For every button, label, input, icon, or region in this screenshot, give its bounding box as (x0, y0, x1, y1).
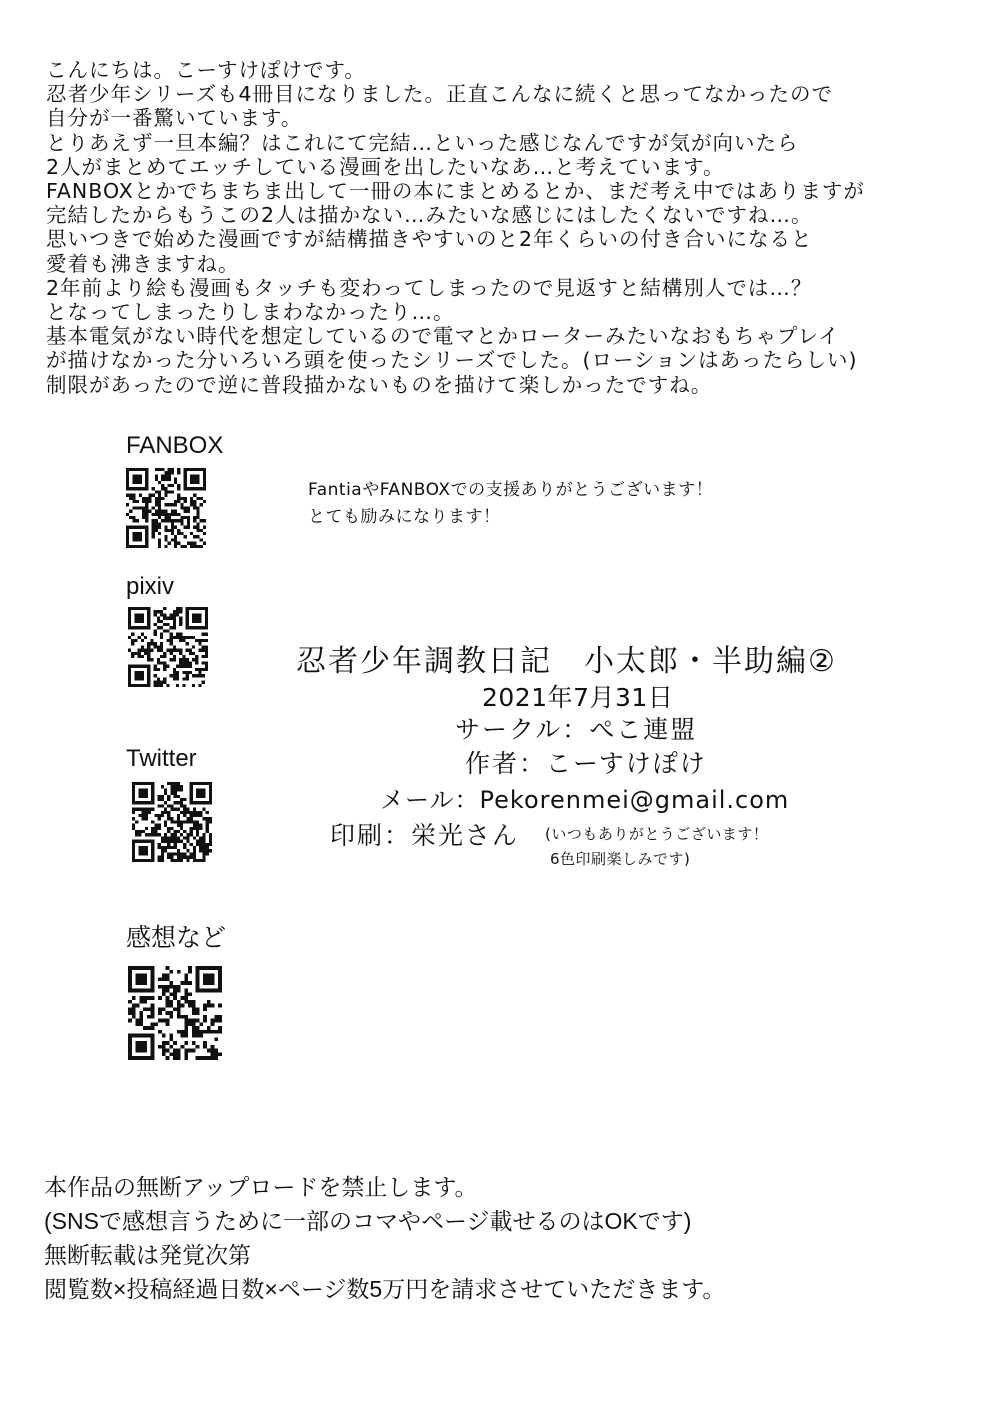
author-name: 作者：こーすけぽけ (465, 749, 707, 778)
intro-line: とりあえず一旦本編？はこれにて完結…といった感じなんですが気が向いたら (46, 130, 799, 155)
intro-line: が描けなかった分いろいろ頭を使ったシリーズでした。(ローションはあったらしい) (46, 348, 858, 373)
pixiv-label: pixiv (126, 573, 175, 600)
intro-line: 愛着も沸きますね。 (46, 251, 240, 276)
contact-email: メール：Pekorenmei@gmail.com (380, 786, 790, 814)
printer-name: 印刷：栄光さん (330, 821, 520, 850)
support-line: とても励みになります！ (308, 507, 501, 527)
fanbox-qr-code-icon[interactable] (126, 468, 206, 548)
notice-line: (SNSで感想言うために一部のコマやページ載せるのはOKです) (44, 1208, 692, 1234)
intro-line: 忍者少年シリーズも4冊目になりました。正直こんなに続くと思ってなかったので (46, 82, 834, 107)
intro-line: 2年前より絵も漫画もタッチも変わってしまったので見返すと結構別人では…？ (46, 275, 813, 300)
intro-line: こんにちは。こーすけぽけです。 (46, 58, 366, 82)
copyright-notice (44, 1170, 725, 1306)
twitter-label: Twitter (126, 745, 197, 772)
printer-note-line: (いつもありがとうございます！ (545, 825, 769, 843)
notice-line: 無断転載は発覚次第 (44, 1242, 251, 1268)
support-message (308, 477, 713, 531)
printer-note-line: 6色印刷楽しみです) (550, 850, 691, 868)
afterword-text (46, 58, 946, 397)
publish-date: 2021年7月31日 (482, 683, 674, 712)
feedback-qr-code-icon[interactable] (128, 966, 222, 1060)
intro-line: FANBOXとかでちまちま出して一冊の本にまとめるとか、まだ考え中ではありますが (46, 179, 865, 204)
notice-line: 閲覧数×投稿経過日数×ページ数5万円を請求させていただきます。 (44, 1276, 726, 1302)
intro-line: となってしまったりしまわなかったり…。 (46, 300, 455, 325)
intro-line: 制限があったので逆に普段描かないものを描けて楽しかったですね。 (46, 372, 713, 397)
intro-line: 2人がまとめてエッチしている漫画を出したいなあ…と考えています。 (46, 154, 725, 179)
support-line: FantiaやFANBOXでの支援ありがとうございます！ (308, 480, 714, 500)
notice-line: 本作品の無断アップロードを禁止します。 (44, 1174, 478, 1200)
printer-note (545, 822, 768, 872)
intro-line: 基本電気がない時代を想定しているので電マとかローターみたいなおもちゃプレイ (46, 324, 840, 349)
intro-line: 完結したからもうこの2人は描かない…みたいな感じにはしたくないですね…。 (46, 203, 813, 228)
twitter-qr-code-icon[interactable] (132, 782, 212, 862)
feedback-label: 感想など (126, 923, 227, 952)
intro-line: 自分が一番驚いています。 (46, 106, 303, 131)
pixiv-qr-code-icon[interactable] (128, 607, 208, 687)
circle-name: サークル：ぺこ連盟 (455, 715, 698, 744)
intro-line: 思いつきで始めた漫画ですが結構描きやすいのと2年くらいの付き合いになると (46, 227, 813, 252)
fanbox-label: FANBOX (126, 432, 224, 459)
book-title: 忍者少年調教日記 小太郎・半助編② (296, 644, 837, 679)
